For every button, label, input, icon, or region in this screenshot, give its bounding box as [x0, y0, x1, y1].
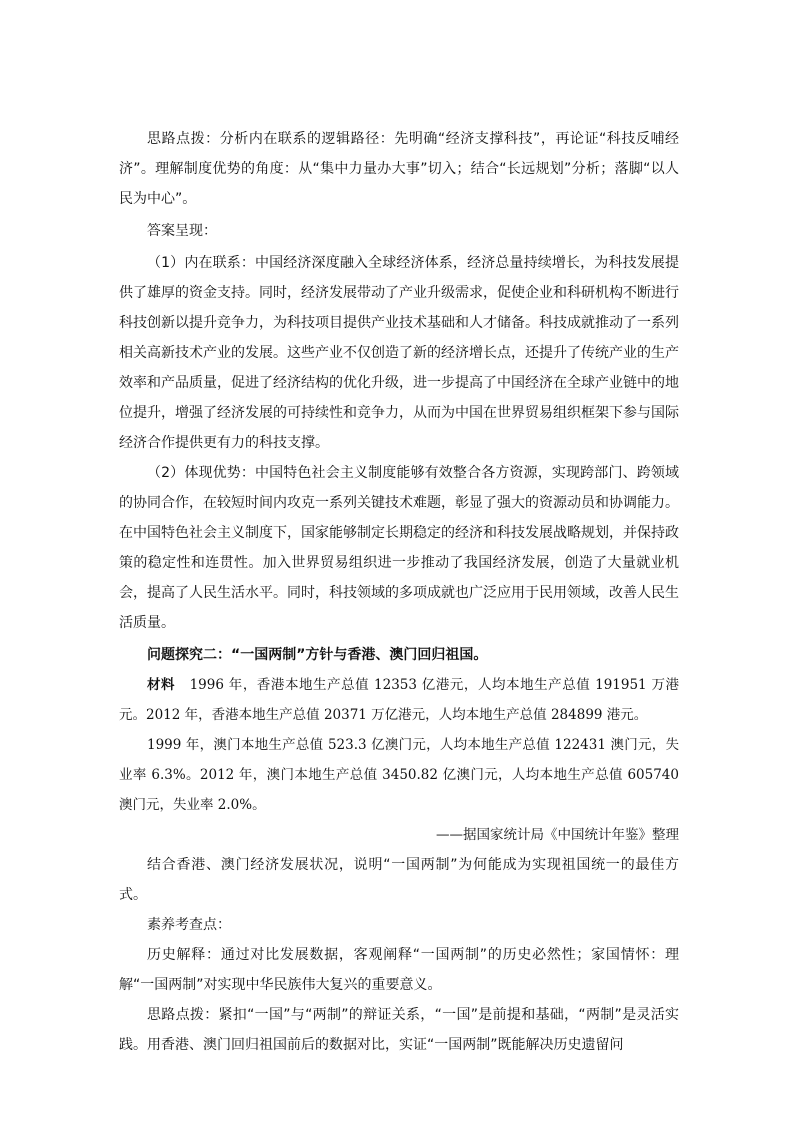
- hint-paragraph-1: 思路点拨：分析内在联系的逻辑路径：先明确“经济支撑科技”，再论证“科技反哺经济”。理解制度优势的角度：从“集中力量办大事”切入；结合“长远规划”分析；落脚“以人民为中心”。: [119, 131, 679, 207]
- question-2-prompt: 结合香港、澳门经济发展状况，说明“一国两制”为何能成为实现祖国统一的最佳方式。: [119, 857, 679, 903]
- answer-paragraph-1: （1）内在联系：中国经济深度融入全球经济体系，经济总量持续增长，为科技发展提供了雄厚的资金支持。同时，经济发展带动了产业升级需求，促使企业和科研机构不断进行科技创新以提升竞争力，为科技项目提供产业技术基础和人才储备。科技成就推动了一系列相关高新技术产业的发展。这些产业不仅创造了新的经济增长点，还提升了传统产业的生产效率和产品质量，促进了经济结构的优化升级，进一步提高了中国经济在全球产业链中的地位提升，增强了经济发展的可持续性和竞争力，从而为中国在世界贸易组织框架下参与国际经济合作提供更有力的科技支撑。: [119, 255, 679, 451]
- answer-heading: 答案呈现：: [147, 223, 217, 239]
- question-2-title: 问题探究二：“一国两制”方针与香港、澳门回归祖国。: [147, 647, 488, 663]
- material-label: 材料: [147, 677, 176, 693]
- material-paragraph-2: 1999 年，澳门本地生产总值 523.3 亿澳门元，人均本地生产总值 122431 澳门元，失业率 6.3%。2012 年，澳门本地生产总值 3450.82 亿澳门元，人均本地生产总值 605740 澳门元，失业率 2.0%。: [119, 737, 679, 813]
- literacy-text: 历史解释：通过对比发展数据，客观阐释“一国两制”的历史必然性；家国情怀：理解“一国两制”对实现中华民族伟大复兴的重要意义。: [119, 947, 679, 993]
- answer-paragraph-2: （2）体现优势：中国特色社会主义制度能够有效整合各方资源，实现跨部门、跨领域的协同合作，在较短时间内攻克一系列关键技术难题，彰显了强大的资源动员和协调能力。在中国特色社会主义制度下，国家能够制定长期稳定的经济和科技发展战略规划，并保持政策的稳定性和连贯性。加入世界贸易组织进一步推动了我国经济发展，创造了大量就业机会，提高了人民生活水平。同时，科技领域的多项成就也广泛应用于民用领域，改善人民生活质量。: [119, 465, 679, 631]
- hint-paragraph-2: 思路点拨：紧扣“一国”与“两制”的辩证关系，“一国”是前提和基础，“两制”是灵活实践。用香港、澳门回归祖国前后的数据对比，实证“一国两制”既能解决历史遗留问: [119, 1007, 679, 1053]
- material-source: ——据国家统计局《中国统计年鉴》整理: [436, 827, 679, 843]
- document-body: [119, 124, 679, 1060]
- literacy-heading: 素养考查点：: [147, 917, 231, 933]
- material-text-1: 1996 年，香港本地生产总值 12353 亿港元，人均本地生产总值 191951 万港元。2012 年，香港本地生产总值 20371 万亿港元，人均本地生产总值 284899 港元。: [119, 677, 680, 723]
- material-paragraph-1: [119, 670, 679, 730]
